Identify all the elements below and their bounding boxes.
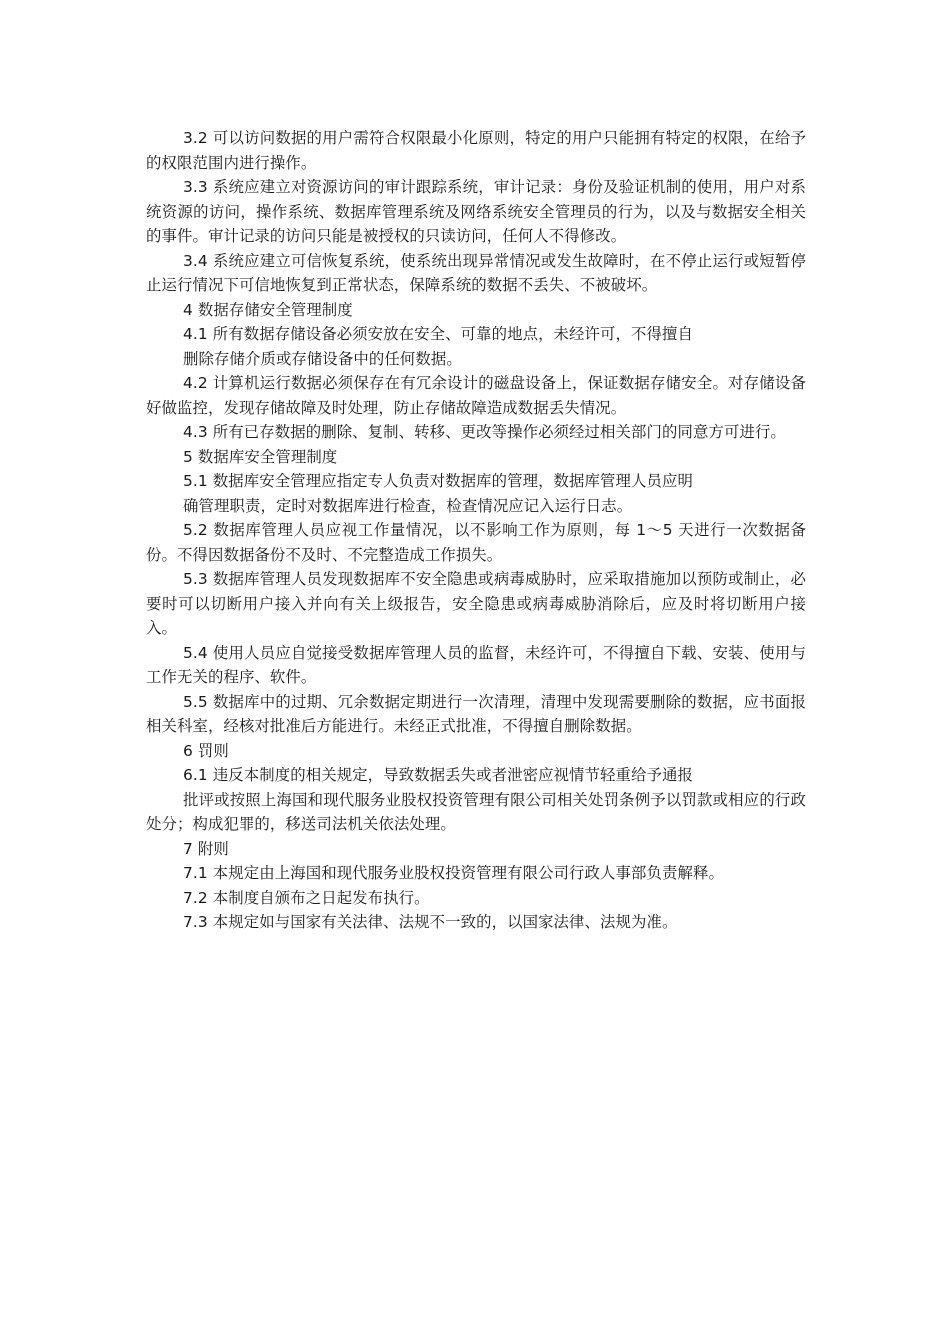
document-body <box>146 126 806 935</box>
paragraph-4-1-line-2: 删除存储介质或存储设备中的任何数据。 <box>183 349 462 368</box>
paragraph-5-5: 5.5 数据库中的过期、冗余数据定期进行一次清理，清理中发现需要删除的数据，应书面报相关科室，经核对批准后方能进行。未经正式批准，不得擅自删除数据。 <box>146 692 806 735</box>
section-heading-5: 5 数据库安全管理制度 <box>183 447 338 466</box>
section-heading-6: 6 罚则 <box>183 741 229 760</box>
section-heading-4: 4 数据存储安全管理制度 <box>183 300 353 319</box>
paragraph-7-2: 7.2 本制度自颁布之日起发布执行。 <box>183 888 430 907</box>
paragraph-6-1-line-2: 批评或按照上海国和现代服务业股权投资管理有限公司相关处罚条例予以罚款或相应的行政处分；构成犯罪的，移送司法机关依法处理。 <box>146 790 806 833</box>
paragraph-3-3: 3.3 系统应建立对资源访问的审计跟踪系统，审计记录：身份及验证机制的使用，用户对系统资源的访问，操作系统、数据库管理系统及网络系统安全管理员的行为，以及与数据安全相关的事件。审计记录的访问只能是被授权的只读访问，任何人不得修改。 <box>146 178 806 245</box>
paragraph-5-1-line-1: 5.1 数据库安全管理应指定专人负责对数据库的管理，数据库管理人员应明 <box>183 472 693 490</box>
paragraph-5-3: 5.3 数据库管理人员发现数据库不安全隐患或病毒威胁时，应采取措施加以预防或制止，必要时可以切断用户接入并向有关上级报告，安全隐患或病毒威胁消除后，应及时将切断用户接入。 <box>146 570 806 637</box>
paragraph-7-1: 7.1 本规定由上海国和现代服务业股权投资管理有限公司行政人事部负责解释。 <box>183 864 724 882</box>
paragraph-6-1-line-1: 6.1 违反本制度的相关规定，导致数据丢失或者泄密应视情节轻重给予通报 <box>183 766 693 784</box>
paragraph-7-3: 7.3 本规定如与国家有关法律、法规不一致的，以国家法律、法规为准。 <box>183 913 678 931</box>
paragraph-4-2: 4.2 计算机运行数据必须保存在有冗余设计的磁盘设备上，保证数据存储安全。对存储设备好做监控，发现存储故障及时处理，防止存储故障造成数据丢失情况。 <box>146 374 806 417</box>
paragraph-3-2: 3.2 可以访问数据的用户需符合权限最小化原则，特定的用户只能拥有特定的权限，在给予的权限范围内进行操作。 <box>146 129 806 172</box>
paragraph-3-4: 3.4 系统应建立可信恢复系统，使系统出现异常情况或发生故障时，在不停止运行或短暂停止运行情况下可信地恢复到正常状态，保障系统的数据不丢失、不被破坏。 <box>146 251 806 294</box>
paragraph-4-3: 4.3 所有已存数据的删除、复制、转移、更改等操作必须经过相关部门的同意方可进行。 <box>183 423 786 441</box>
paragraph-4-1-line-1: 4.1 所有数据存储设备必须安放在安全、可靠的地点，未经许可，不得擅自 <box>183 325 693 343</box>
paragraph-5-1-line-2: 确管理职责，定时对数据库进行检查，检查情况应记入运行日志。 <box>183 496 633 515</box>
paragraph-5-2: 5.2 数据库管理人员应视工作量情况，以不影响工作为原则，每 1～5 天进行一次数据备份。不得因数据备份不及时、不完整造成工作损失。 <box>146 521 806 564</box>
section-heading-7: 7 附则 <box>183 839 229 858</box>
paragraph-5-4: 5.4 使用人员应自觉接受数据库管理人员的监督，未经许可，不得擅自下载、安装、使用与工作无关的程序、软件。 <box>146 643 806 686</box>
